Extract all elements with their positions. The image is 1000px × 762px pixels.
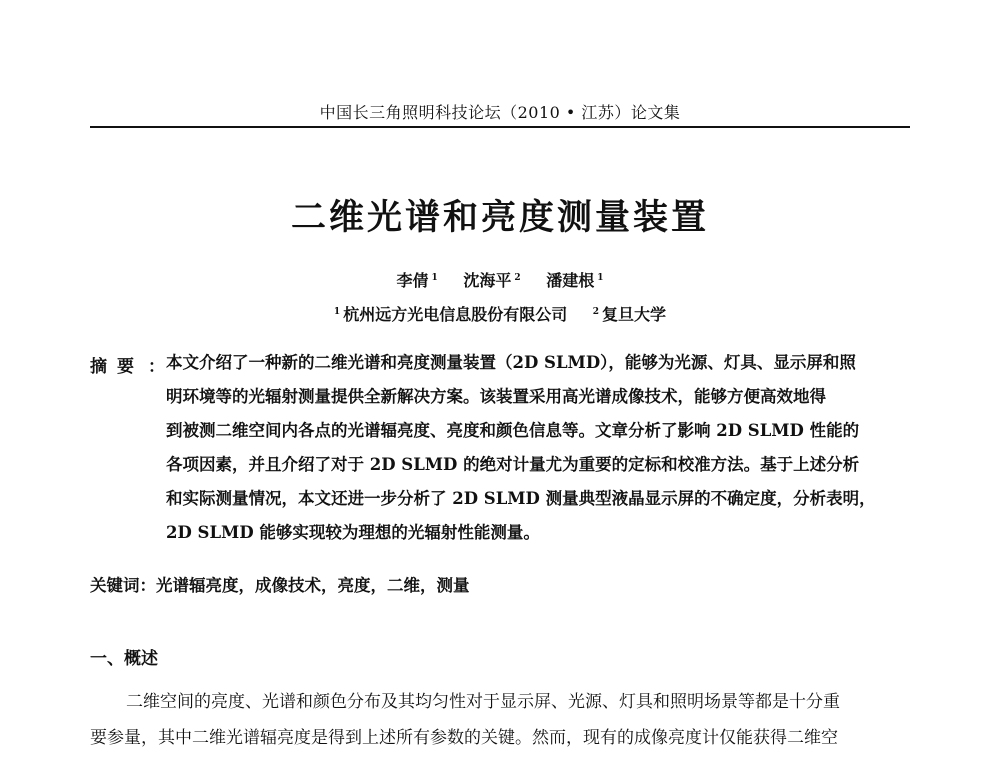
keywords-text: 光谱辐亮度，成像技术，亮度，二维，测量 (156, 576, 470, 595)
author: 潘建根 $^1$ (546, 271, 604, 290)
header-rule (90, 126, 910, 128)
affiliation: $^2$ 复旦大学 (592, 305, 667, 324)
keywords (90, 572, 910, 596)
body-line: 要参量，其中二维光谱辐亮度是得到上述所有参数的关键。然而，现有的成像亮度计仅能获得二维空 (90, 728, 838, 748)
section-heading: 一、概述 (90, 649, 158, 669)
abstract-body (166, 352, 908, 556)
abstract-line: 本文介绍了一种新的二维光谱和亮度测量装置（2D SLMD），能够为光源、灯具、显示屏和照 (166, 353, 856, 372)
abstract-line: 各项因素，并且介绍了对于 2D SLMD 的绝对计量尤为重要的定标和校准方法。基于上述分析 (166, 455, 860, 474)
body-line: 二维空间的亮度、光谱和颜色分布及其均匀性对于显示屏、光源、灯具和照明场景等都是十分重 (126, 692, 840, 712)
affiliation: $^1$ 杭州远方光电信息股份有限公司 (333, 305, 568, 324)
abstract-colon: ： (148, 357, 165, 377)
abstract-line: 和实际测量情况，本文还进一步分析了 2D SLMD 测量典型液晶显示屏的不确定度，分析表明， (166, 489, 876, 508)
abstract-line: 到被测二维空间内各点的光谱辐亮度、亮度和颜色信息等。文章分析了影响 2D SLMD 性能的 (166, 421, 860, 440)
author-affiliation-mark: 2 (514, 272, 521, 283)
author: 沈海平 $^2$ (463, 271, 521, 290)
author-affiliation-mark: 1 (431, 272, 438, 283)
body-paragraph (90, 690, 910, 762)
affiliation-list (0, 302, 1000, 325)
author-affiliation-mark: 1 (597, 272, 604, 283)
abstract-line: 2D SLMD 能够实现较为理想的光辐射性能测量。 (166, 523, 540, 542)
keywords-label: 关键词： (90, 576, 156, 595)
abstract-label: 摘要 (90, 357, 144, 377)
paper-title: 二维光谱和亮度测量装置 (290, 198, 709, 238)
affiliation-mark: 1 (333, 306, 341, 317)
author: 李倩 $^1$ (396, 271, 438, 290)
author-list (0, 268, 1000, 291)
abstract-line: 明环境等的光辐射测量提供全新解决方案。该装置采用高光谱成像技术，能够方便高效地得 (166, 387, 826, 406)
running-header: 中国长三角照明科技论坛（2010 • 江苏）论文集 (319, 103, 681, 122)
affiliation-mark: 2 (592, 306, 600, 317)
